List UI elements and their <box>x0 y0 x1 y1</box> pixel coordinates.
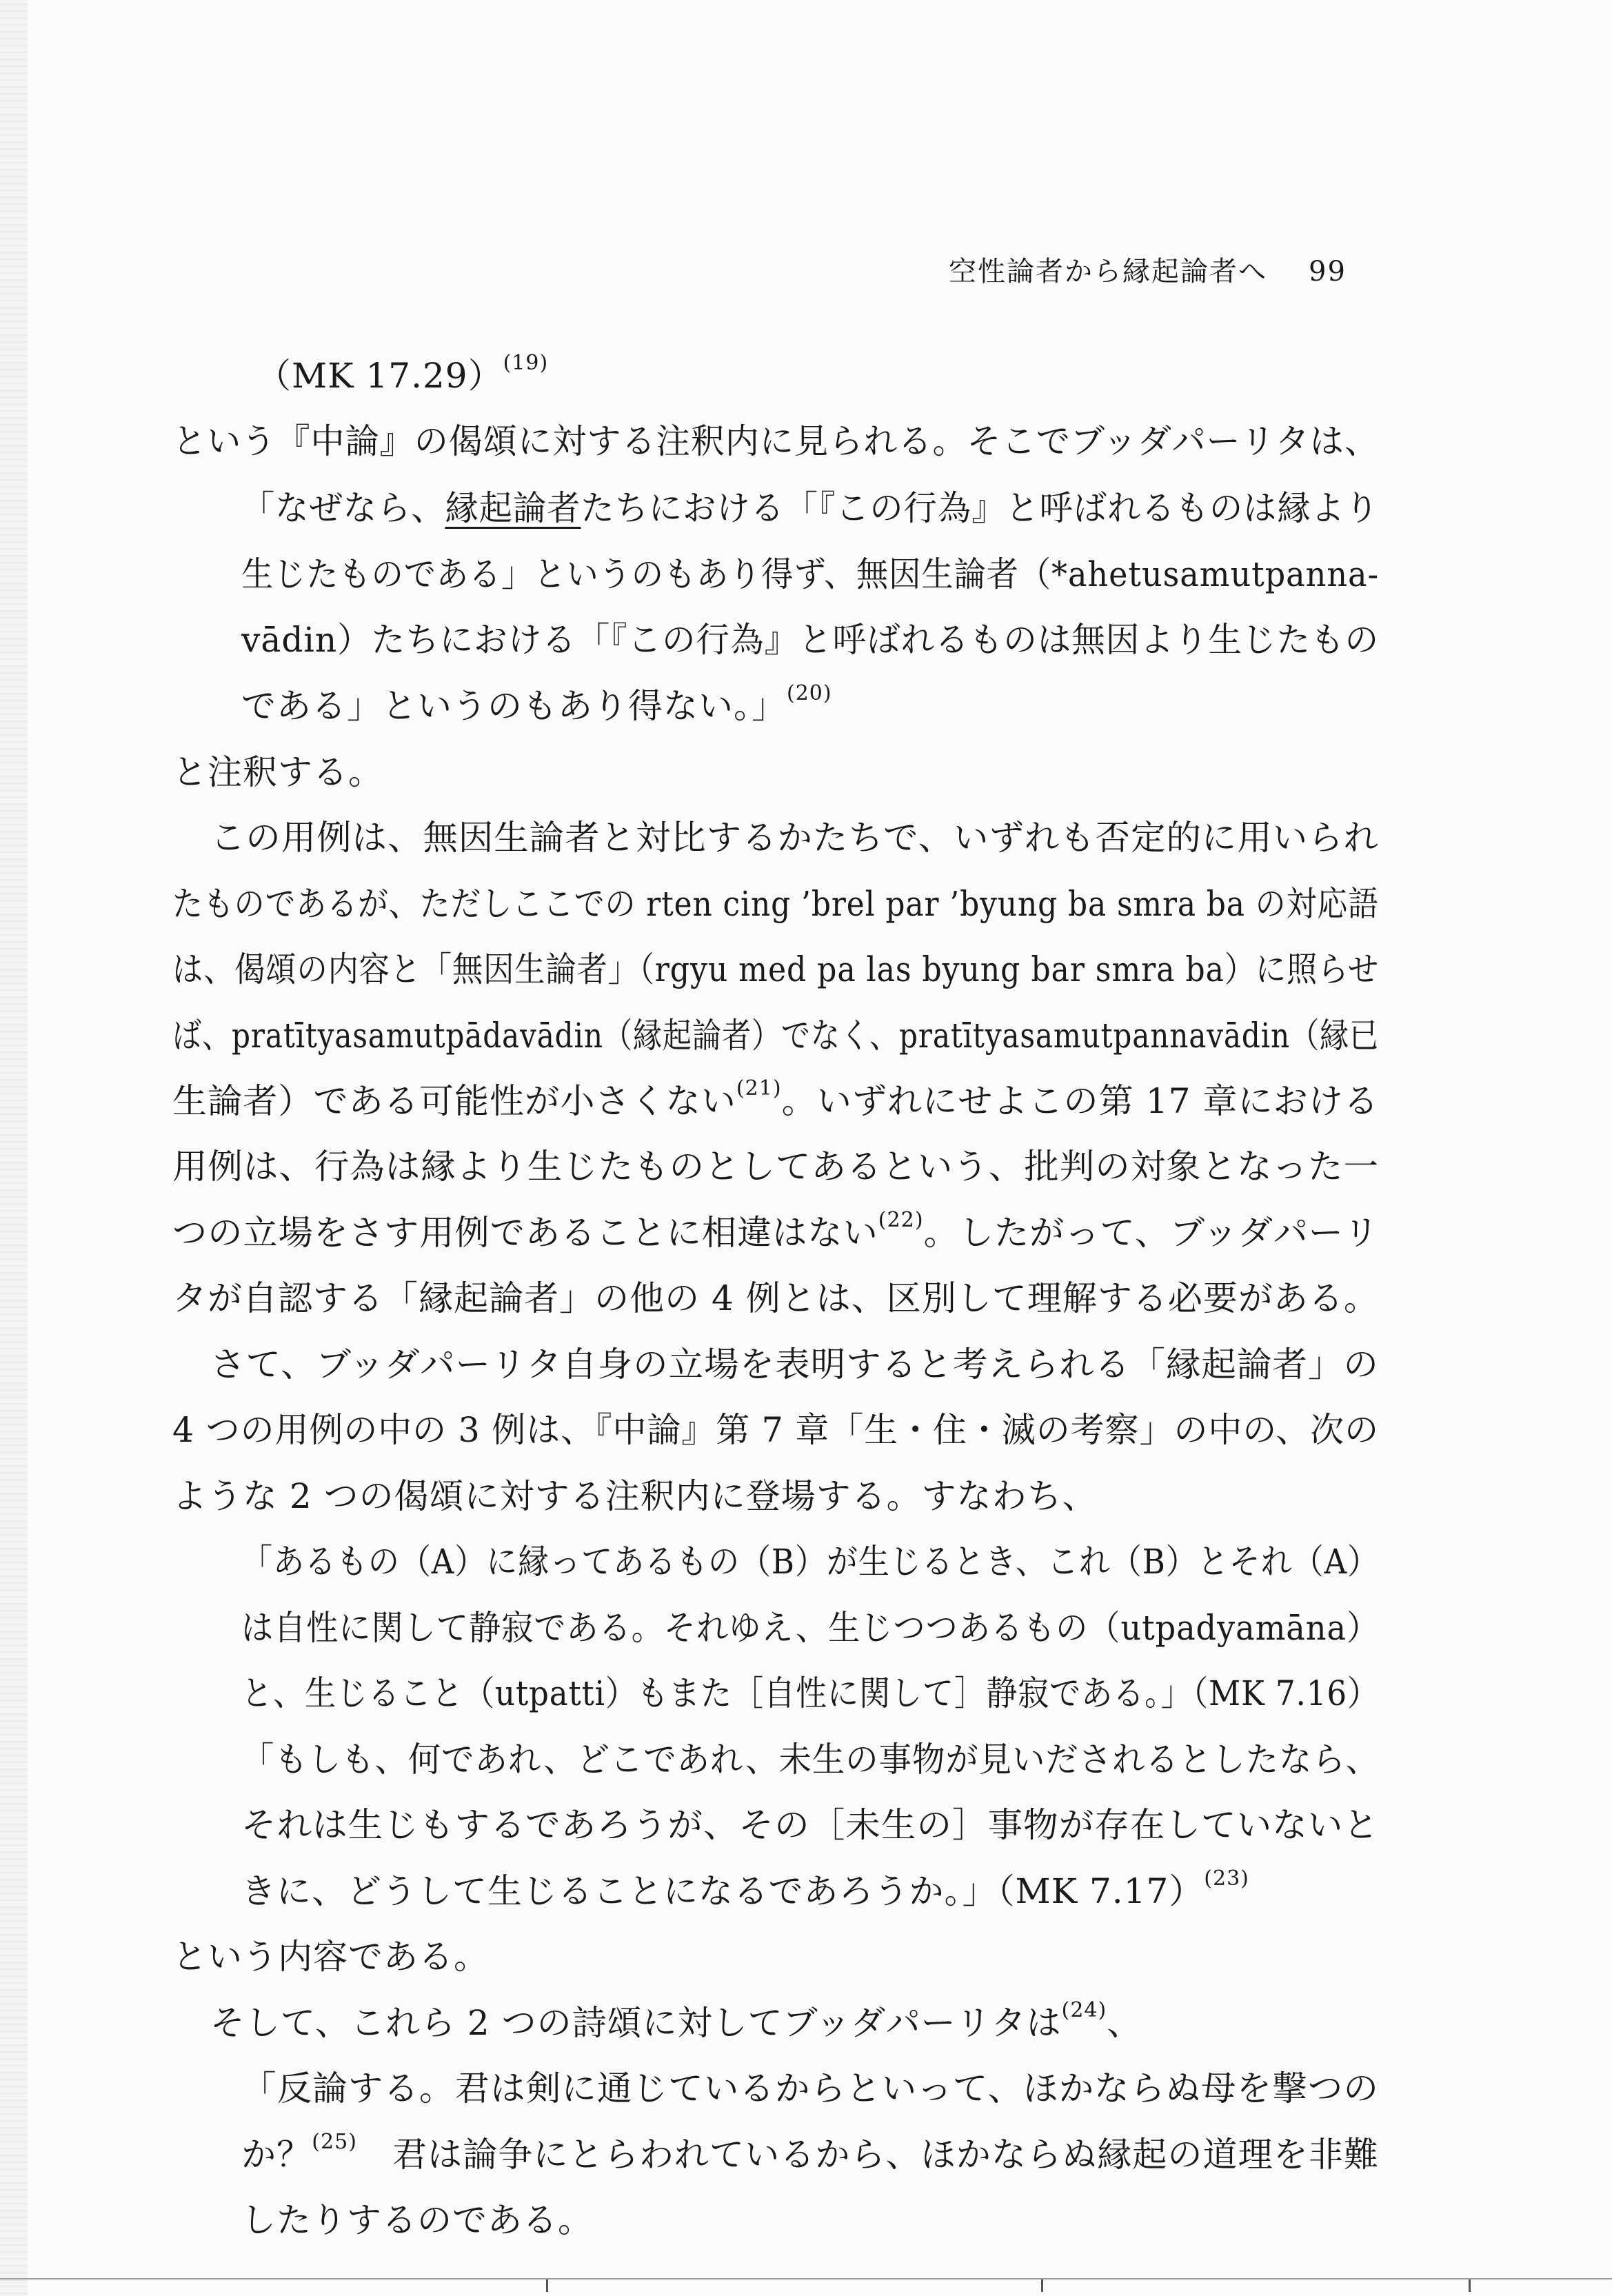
text-line <box>172 1937 489 1977</box>
footnote-ref: (19) <box>503 351 549 375</box>
text-run: 君は論争にとらわれているから、ほかならぬ縁起の道理を非難 <box>356 2135 1380 2175</box>
text-line <box>241 1866 1249 1911</box>
text-line <box>241 554 1380 594</box>
text-run: か？ <box>241 2135 312 2175</box>
text-run: さて、ブッダパーリタ自身の立場を表明すると考えられる「縁起論者」の <box>210 1345 1379 1384</box>
text-run: ば、pratītyasamutpādavādin（縁起論者）でなく、pratītyasamutpannavādin（縁已 <box>172 1016 1380 1056</box>
footnote-ref: (23) <box>1204 1866 1249 1891</box>
text-run: （MK 17.29） <box>256 356 503 396</box>
text-run: は自性に関して静寂である。それゆえ、生じつつあるもの（utpadyamāna） <box>241 1608 1380 1648</box>
text-run: 用例は、行為は縁より生じたものとしてあるという、批判の対象となった一 <box>172 1147 1379 1187</box>
text-run: と注釈する。 <box>172 752 383 792</box>
text-run: たちにおける「『この行為』と呼ばれるものは縁より <box>581 488 1380 528</box>
text-line <box>172 1208 1380 1253</box>
text-line <box>241 1740 1380 1780</box>
text-line <box>172 1076 1380 1121</box>
text-run: 「あるもの（A）に縁ってあるもの（B）が生じるとき、これ（B）とそれ（A） <box>241 1542 1380 1582</box>
text-run: vādin）たちにおける「『この行為』と呼ばれるものは無因より生じたもの <box>241 620 1379 660</box>
text-run: は、偈頌の内容と「無因生論者」（rgyu med pa las byung bar smra ba）に照らせ <box>172 949 1380 989</box>
text-run: この用例は、無因生論者と対比するかたちで、いずれも否定的に用いられ <box>210 818 1379 858</box>
text-line <box>256 351 549 396</box>
bottom-tick <box>1041 2279 1043 2292</box>
text-run: 「なぜなら、 <box>241 488 445 528</box>
text-run: きに、どうして生じることになるであろうか。」（MK 7.17） <box>241 1871 1205 1911</box>
text-line <box>172 1476 1098 1516</box>
text-run: 「もしも、何であれ、どこであれ、未生の事物が見いだされるとしたなら、 <box>241 1740 1380 1780</box>
running-head-title: 空性論者から縁起論者へ <box>949 256 1267 288</box>
text-line <box>172 1016 1380 1056</box>
text-run: ような 2 つの偈頌に対する注釈内に登場する。すなわち、 <box>172 1476 1098 1516</box>
bottom-tick <box>1469 2279 1471 2292</box>
text-run: 生じたものである」というのもあり得ず、無因生論者（*ahetusamutpanna- <box>241 554 1380 594</box>
text-run: 生論者）である可能性が小さくない <box>172 1081 736 1121</box>
text-line <box>172 1147 1379 1187</box>
footnote-ref: (25) <box>312 2130 357 2154</box>
text-run: 、 <box>1107 2003 1142 2043</box>
text-line <box>241 681 832 726</box>
text-run: という『中論』の偈頌に対する注釈内に見られる。そこでブッダパーリタは、 <box>172 421 1380 461</box>
text-run: タが自認する「縁起論者」の他の 4 例とは、区別して理解する必要がある。 <box>172 1278 1379 1318</box>
text-line <box>210 818 1379 858</box>
text-line <box>172 1410 1380 1450</box>
text-run: 「反論する。君は剣に通じているからといって、ほかならぬ母を撃つの <box>241 2068 1379 2108</box>
text-line <box>241 1805 1379 1845</box>
text-line <box>172 949 1380 989</box>
text-line <box>241 2200 593 2240</box>
text-run: そして、これら 2 つの詩頌に対してブッダパーリタは <box>210 2003 1062 2043</box>
text-run: である」というのもあり得ない。」 <box>241 686 787 726</box>
text-line <box>241 1673 1379 1713</box>
text-line <box>172 752 383 792</box>
text-run: と、生じること（utpatti）もまた［自性に関して］静寂である。」（MK 7.16） <box>241 1673 1379 1713</box>
text-line <box>210 1347 1379 1382</box>
running-head <box>949 250 1347 289</box>
text-line <box>172 884 1379 924</box>
text-line <box>241 620 1379 660</box>
text-line <box>172 1278 1379 1318</box>
text-run: という内容である。 <box>172 1937 489 1977</box>
scan-edge-shading <box>0 0 28 2296</box>
footnote-ref: (20) <box>787 681 832 705</box>
footnote-ref: (22) <box>878 1208 924 1232</box>
underlined-term: 縁起論者 <box>445 488 581 528</box>
bottom-rule <box>0 2278 1612 2279</box>
text-line <box>210 1998 1142 2043</box>
text-run: つの立場をさす用例であることに相違はない <box>172 1213 878 1253</box>
text-run: したりするのである。 <box>241 2200 593 2240</box>
text-line <box>241 1542 1380 1582</box>
bottom-tick <box>546 2279 548 2292</box>
text-line <box>241 488 1380 528</box>
text-line <box>241 1608 1380 1648</box>
page-number: 99 <box>1309 256 1347 288</box>
text-run: たものであるが、ただしここでの rten cing ’brel par ’byung ba smra ba の対応語 <box>172 884 1379 924</box>
text-run: 4 つの用例の中の 3 例は、『中論』第 7 章「生・住・滅の考察」の中の、次の <box>172 1410 1380 1450</box>
text-line <box>241 2130 1380 2175</box>
text-run: それは生じもするであろうが、その［未生の］事物が存在していないと <box>241 1805 1379 1845</box>
text-line <box>172 421 1380 461</box>
text-line <box>241 2068 1379 2108</box>
text-run: 。したがって、ブッダパーリ <box>923 1213 1380 1253</box>
footnote-ref: (21) <box>736 1076 782 1100</box>
text-run: 。いずれにせよこの第 17 章における <box>781 1081 1380 1121</box>
footnote-ref: (24) <box>1061 1998 1107 2022</box>
